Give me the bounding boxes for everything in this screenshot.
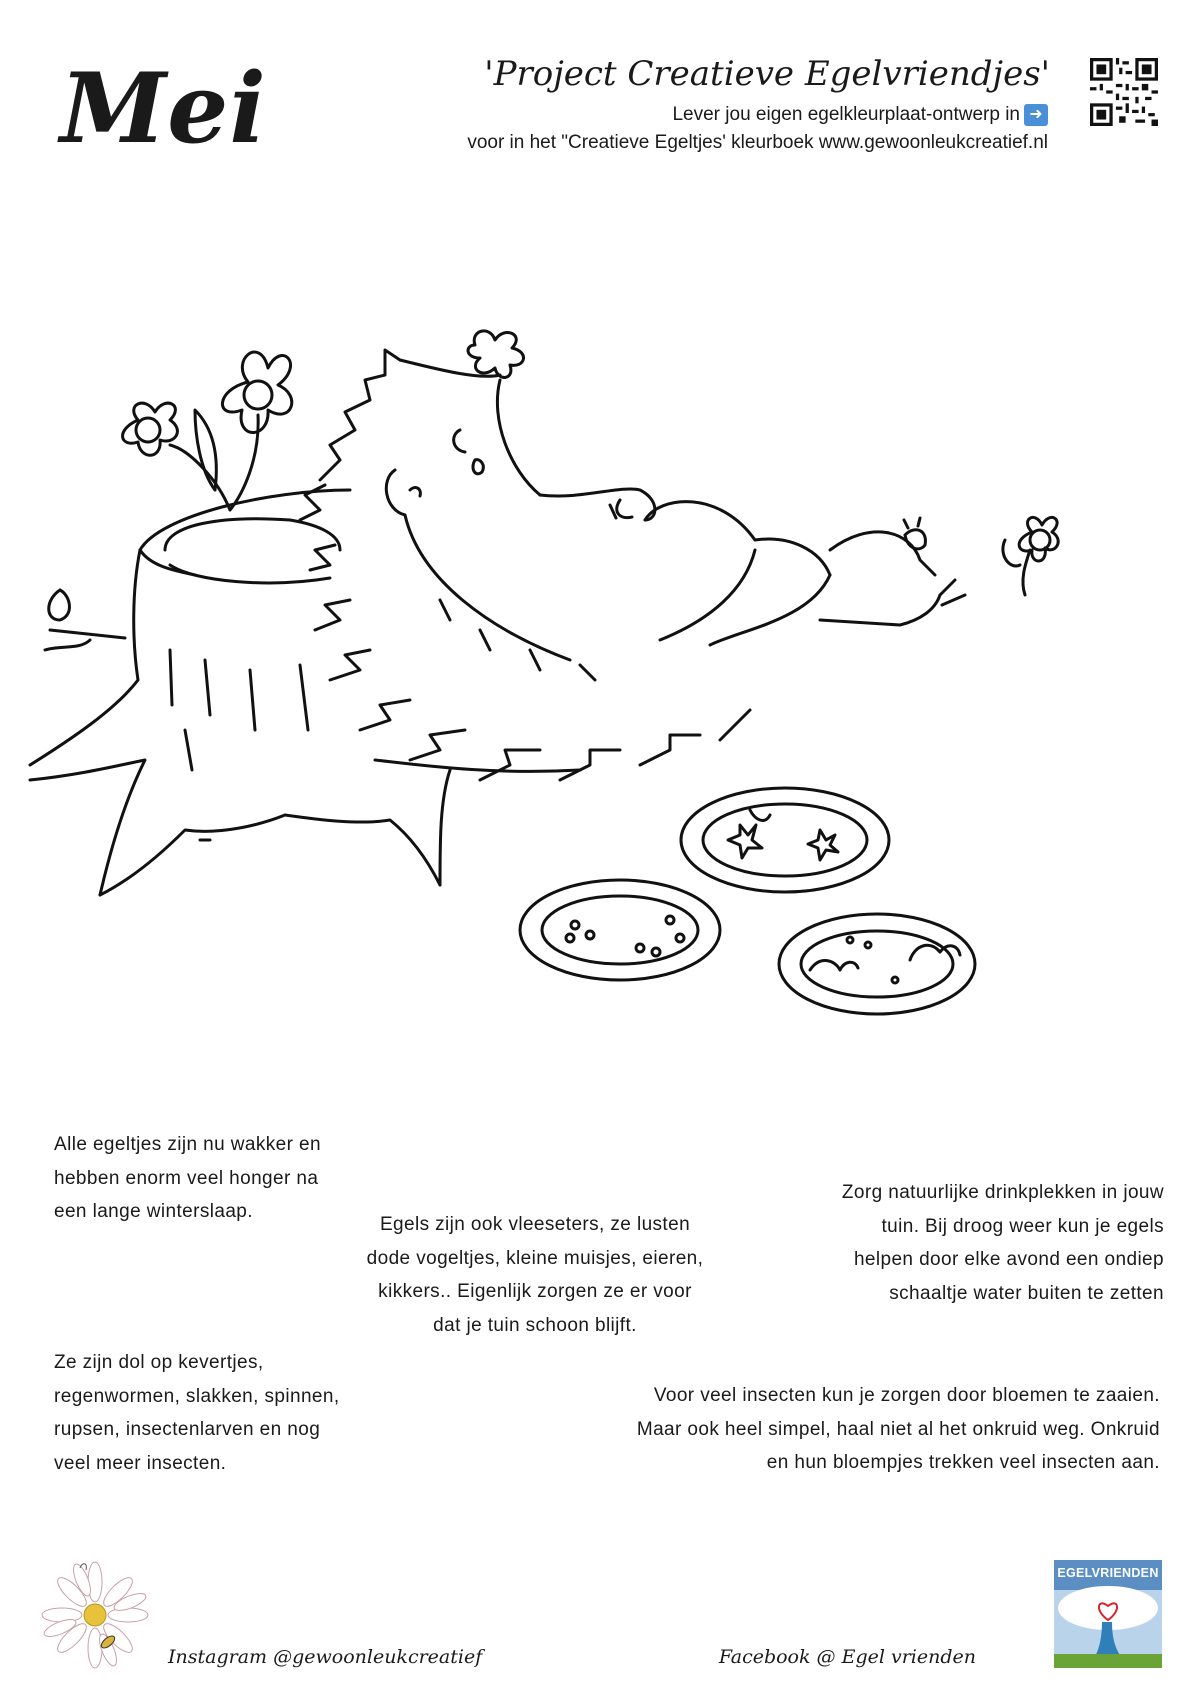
tree-stump — [30, 490, 580, 895]
paragraph-line: tuin. Bij droog weer kun je egels — [881, 1215, 1164, 1237]
paragraph-line: kikkers.. Eigenlijk zorgen ze er voor — [378, 1281, 692, 1302]
right-arrow-icon: ➜ — [1024, 104, 1048, 126]
paragraph-line: Egels zijn ook vleeseters, ze lusten — [379, 1214, 691, 1235]
paragraph-line: Alle egeltjes zijn nu wakker en — [54, 1134, 321, 1155]
daisy-bee-icon — [40, 1560, 150, 1670]
project-instruction — [672, 104, 1048, 126]
paragraph-flowers — [637, 1379, 1160, 1480]
paragraph-line: veel meer insecten. — [54, 1452, 227, 1474]
paragraph-line: rupsen, insectenlarven en nog — [54, 1419, 321, 1440]
hedgehog-on-tree-stump-illustration — [20, 320, 1180, 1040]
paragraph-line: en hun bloempjes trekken veel insecten aan. — [766, 1452, 1160, 1473]
paragraph-line: dat je tuin schoon blijft. — [433, 1314, 637, 1336]
paragraph-line: hebben enorm veel honger na — [54, 1167, 319, 1189]
facebook-handle[interactable]: Facebook @ Egel vrienden — [718, 1646, 976, 1668]
month-title: Mei — [60, 52, 267, 165]
paragraph-line: schaaltje water buiten te zetten — [889, 1282, 1164, 1304]
instagram-handle[interactable]: Instagram @gewoonleukcreatief — [168, 1646, 483, 1668]
paragraph-awake — [54, 1128, 321, 1229]
paragraph-line: helpen door elke avond een ondiep — [853, 1249, 1164, 1270]
project-website-line: voor in het "Creatieve Egeltjes' kleurboek www.gewoonleukcreatief.nl — [467, 132, 1048, 153]
project-instruction-text: Lever jou eigen egelkleurplaat-ontwerp in — [672, 104, 1020, 126]
paragraph-line: een lange winterslaap. — [54, 1201, 253, 1222]
project-title: 'Project Creatieve Egelvriendjes' — [484, 54, 1050, 94]
paragraph-line: regenwormen, slakken, spinnen, — [54, 1385, 340, 1407]
paragraph-insects — [54, 1346, 340, 1480]
paragraph-line: dode vogeltjes, kleine muisjes, eieren, — [366, 1247, 704, 1269]
paragraph-line: Voor veel insecten kun je zorgen door bloemen te zaaien. — [653, 1385, 1160, 1406]
hedgehog — [300, 350, 965, 780]
paragraph-line: Ze zijn dol op kevertjes, — [54, 1352, 264, 1373]
egelvrienden-logo-text: EGELVRIENDEN — [1057, 1566, 1159, 1580]
paragraph-water — [842, 1176, 1164, 1310]
paragraph-line: Maar ook heel simpel, haal niet al het onkruid weg. Onkruid — [636, 1418, 1160, 1440]
qr-code-icon[interactable] — [1090, 58, 1158, 126]
food-bowls — [520, 788, 975, 1014]
egelvrienden-logo[interactable] — [1054, 1560, 1162, 1668]
paragraph-line: Zorg natuurlijke drinkplekken in jouw — [841, 1182, 1164, 1203]
paragraph-carnivores — [330, 1208, 740, 1342]
